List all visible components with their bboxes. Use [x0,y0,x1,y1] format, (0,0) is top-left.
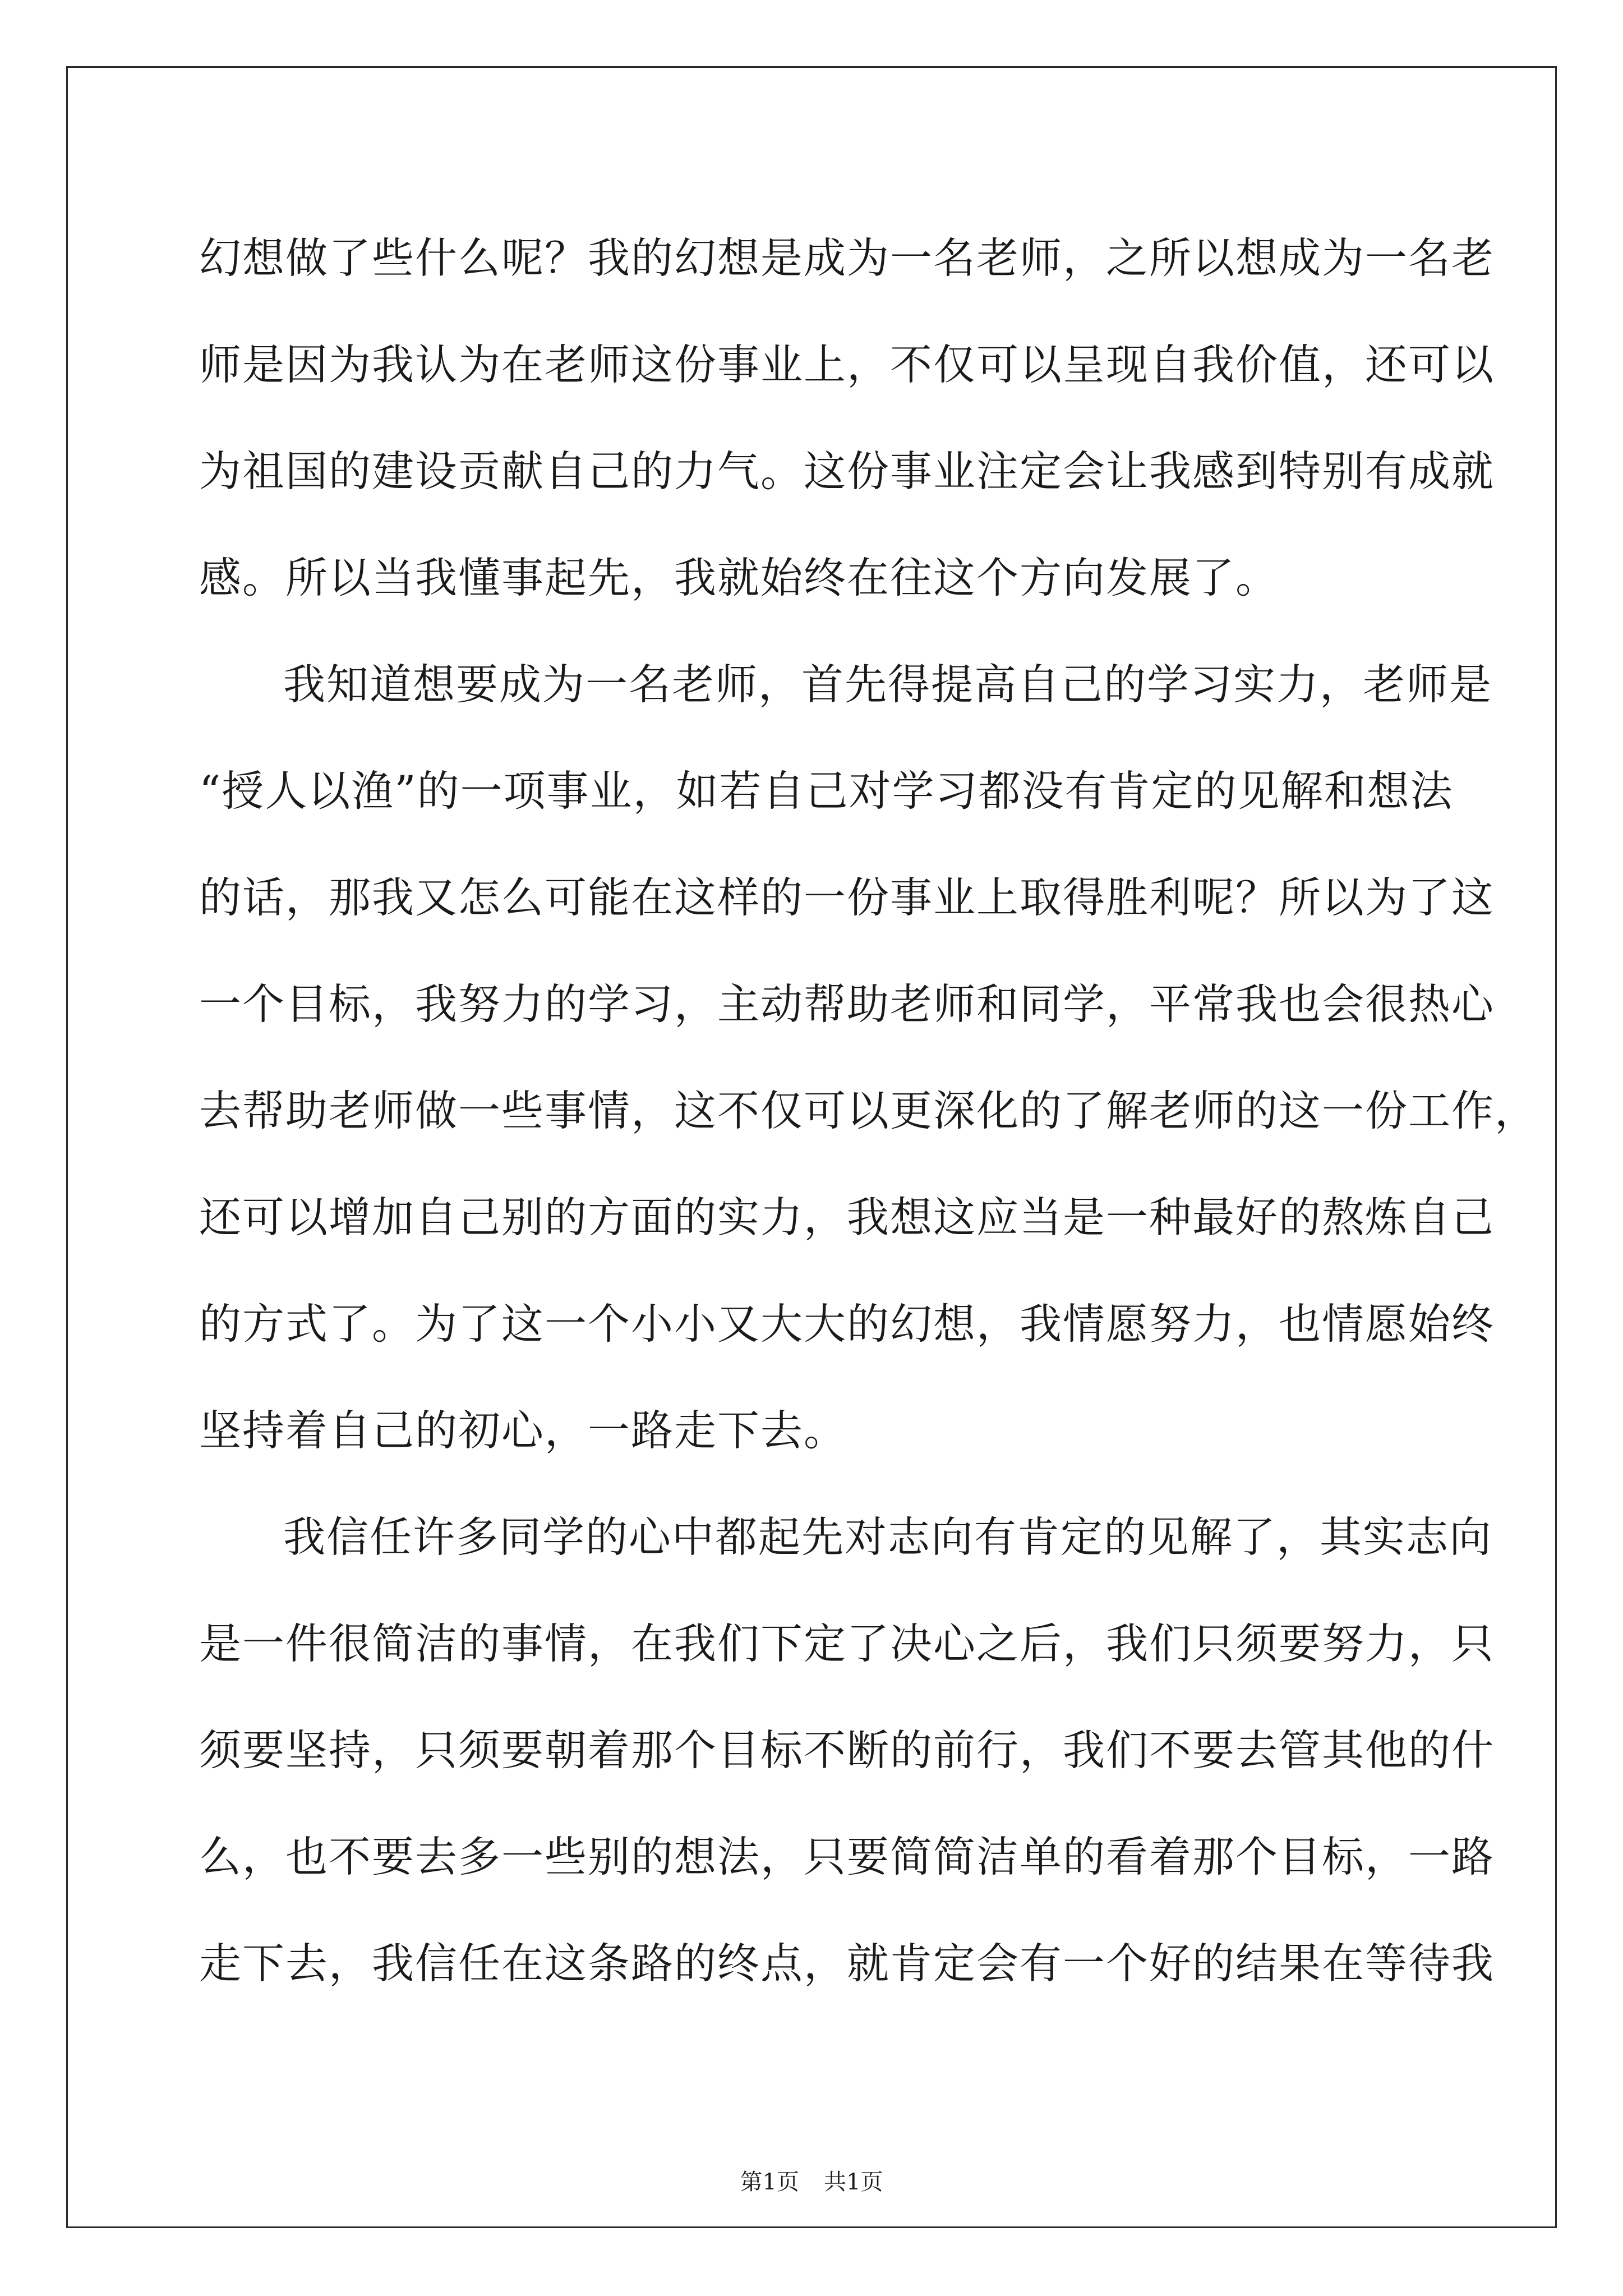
text-line: 的方式了。为了这一个小小又大大的幻想，我情愿努力，也情愿始终 [199,1299,1495,1349]
text-line-indented: 我知道想要成为一名老师，首先得提高自己的学习实力，老师是 [283,660,1493,709]
text-line: 走下去，我信任在这条路的终点，就肯定会有一个好的结果在等待我 [199,1939,1495,1988]
text-line: 一个目标，我努力的学习，主动帮助老师和同学，平常我也会很热心 [199,979,1495,1029]
text-line: 么，也不要去多一些别的想法，只要简简洁单的看着那个目标，一路 [199,1832,1495,1881]
document-body [199,205,1538,2017]
text-line: 师是因为我认为在老师这份事业上，不仅可以呈现自我价值，还可以 [199,340,1495,389]
text-line: 的话，那我又怎么可能在这样的一份事业上取得胜利呢？所以为了这 [199,873,1495,922]
text-line: 是一件很简洁的事情，在我们下定了决心之后，我们只须要努力，只 [199,1619,1495,1668]
text-line: 坚持着自己的初心，一路走下去。 [199,1406,847,1455]
page-footer [0,2165,1623,2199]
page-number: 第1页 [740,2169,799,2195]
text-line-indented: 我信任许多同学的心中都起先对志向有肯定的见解了，其实志向 [283,1512,1493,1562]
text-line: 还可以增加自己别的方面的实力，我想这应当是一种最好的熬炼自己 [199,1193,1495,1242]
text-line: 感。所以当我懂事起先，我就始终在往这个方向发展了。 [199,553,1279,602]
text-line: 幻想做了些什么呢？我的幻想是成为一名老师，之所以想成为一名老 [199,233,1495,283]
text-line: 为祖国的建设贡献自己的力气。这份事业注定会让我感到特别有成就 [199,447,1495,496]
text-line: “授人以渔”的一项事业，如若自己对学习都没有肯定的见解和想法 [199,766,1454,816]
page-total: 共1页 [824,2169,883,2195]
text-line: 去帮助老师做一些事情，这不仅可以更深化的了解老师的这一份工作， [199,1086,1538,1135]
text-line: 须要坚持，只须要朝着那个目标不断的前行，我们不要去管其他的什 [199,1726,1495,1775]
